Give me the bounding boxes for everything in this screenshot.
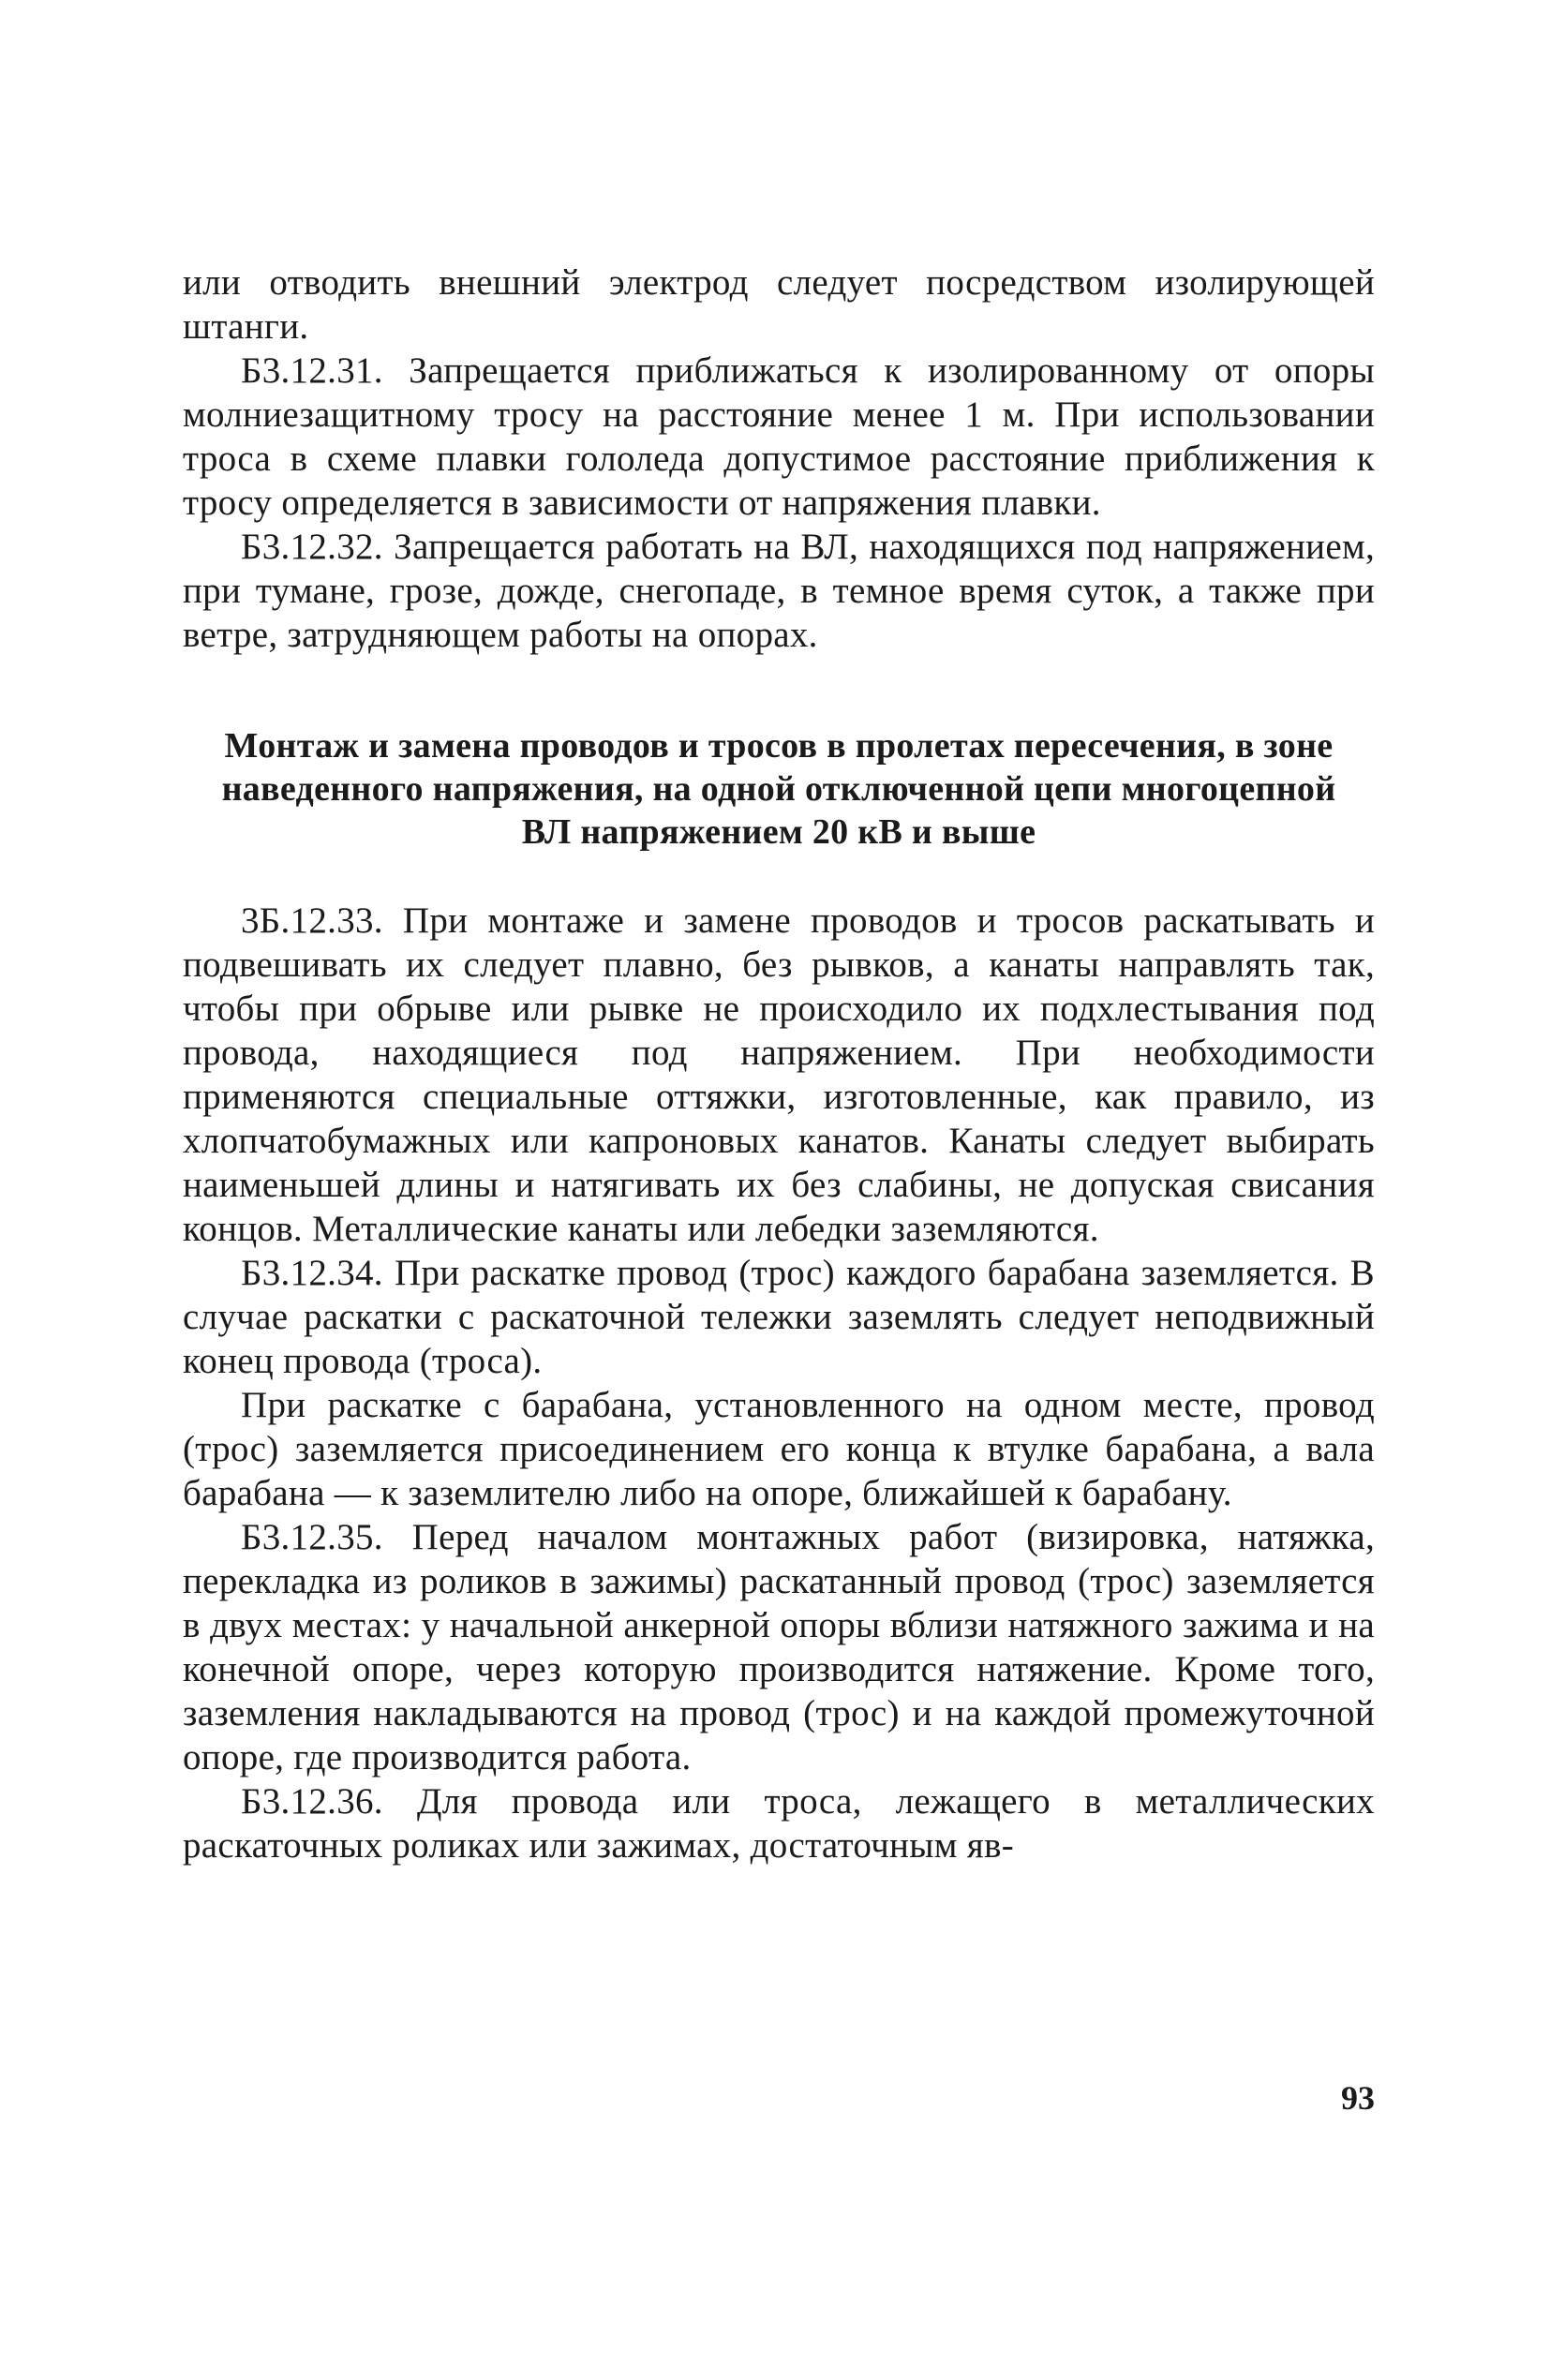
paragraph-drum-grounding: При раскатке с барабана, установленного на одном месте, провод (трос) заземляется присоединением его конца к втулке барабана, а вала барабана — к заземлителю либо на опоре, ближайшей к барабану. bbox=[183, 1385, 1375, 1513]
heading-spacer bbox=[183, 854, 1375, 899]
page-number: 93 bbox=[1341, 2079, 1375, 2117]
paragraph-continuation: или отводить внешний электрод следует посредством изолирующей штанги. bbox=[183, 262, 1375, 347]
section-spacer bbox=[183, 657, 1375, 724]
section-heading: Монтаж и замена проводов и тросов в пролетах пересечения, в зоне наведенного напряжения, на одной отключенной цепи многоцепной ВЛ напряжением 20 кВ и выше bbox=[221, 726, 1336, 852]
paragraph-b3-12-35: Б3.12.35. Перед началом монтажных работ (визировка, натяжка, перекладка из роликов в зажимы) раскатанный провод (трос) заземляется в двух местах: у начальной анкерной опоры вблизи натяжного зажима и на конечной опоре, через которую производится натяжение. Кроме того, заземления накладываются на провод (трос) и на каждой промежуточной опоре, где производится работа. bbox=[183, 1517, 1375, 1778]
paragraph-b3-12-34: Б3.12.34. При раскатке провод (трос) каждого барабана заземляется. В случае раскатки с раскаточной тележки заземлять следует неподвижный конец провода (троса). bbox=[183, 1253, 1375, 1381]
paragraph-b3-12-36: Б3.12.36. Для провода или троса, лежащего в металлических раскаточных роликах или зажимах, достаточным яв- bbox=[183, 1781, 1375, 1866]
document-page bbox=[183, 260, 1375, 1867]
paragraph-3b-12-33: 3Б.12.33. При монтаже и замене проводов и тросов раскатывать и подвешивать их следует плавно, без рывков, а канаты направлять так, чтобы при обрыве или рывке не происходило их подхлестывания под провода, находящиеся под напряжением. При необходимости применяются специальные оттяжки, изготовленные, как правило, из хлопчатобумажных или капроновых канатов. Канаты следует выбирать наименьшей длины и натягивать их без слабины, не допуская свисания концов. Металлические канаты или лебедки заземляются. bbox=[183, 900, 1375, 1249]
paragraph-b3-12-31: Б3.12.31. Запрещается приближаться к изолированному от опоры молниезащитному тросу на расстояние менее 1 м. При использовании троса в схеме плавки гололеда допустимое расстояние приближения к тросу определяется в зависимости от напряжения плавки. bbox=[183, 350, 1375, 523]
paragraph-b3-12-32: Б3.12.32. Запрещается работать на ВЛ, находящихся под напряжением, при тумане, грозе, дожде, снегопаде, в темное время суток, а также при ветре, затрудняющем работы на опорах. bbox=[183, 527, 1375, 655]
